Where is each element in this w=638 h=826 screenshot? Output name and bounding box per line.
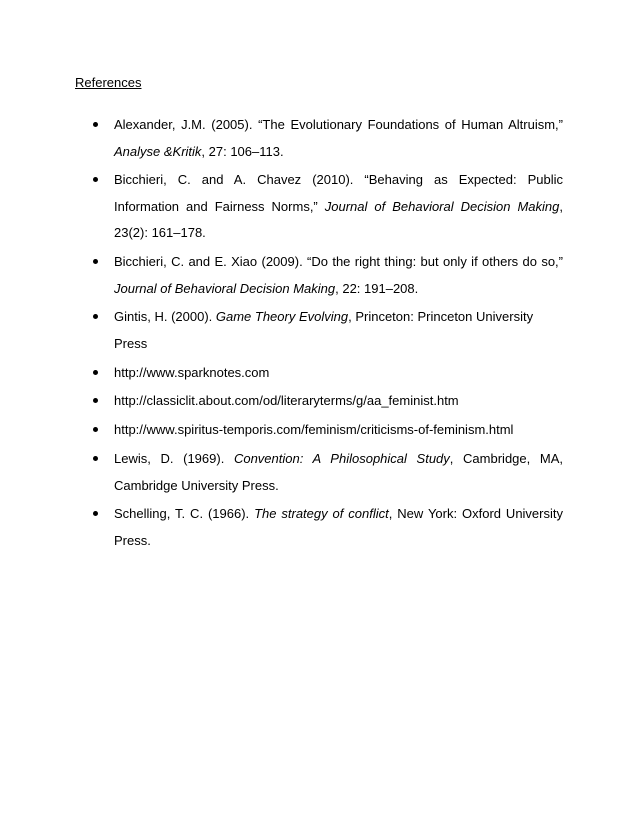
reference-item xyxy=(93,388,563,415)
reference-details: , 22: 191–208. xyxy=(335,280,419,296)
reference-text: Lewis, D. (1969). xyxy=(114,451,234,467)
bullet-icon xyxy=(93,427,98,432)
reference-details: , Princeton: Princeton University Press xyxy=(114,309,534,351)
reference-text: Gintis, H. (2000). xyxy=(114,309,216,325)
bullet-icon xyxy=(93,122,98,127)
reference-item xyxy=(93,249,563,302)
bullet-icon xyxy=(93,398,98,403)
bullet-icon xyxy=(93,511,98,516)
reference-item xyxy=(93,360,563,387)
reference-item xyxy=(93,501,563,554)
bullet-icon xyxy=(93,370,98,375)
reference-text: Schelling, T. C. (1966). xyxy=(114,506,255,522)
reference-item xyxy=(93,112,563,165)
reference-details: , New York: Oxford University Press. xyxy=(114,506,563,548)
bullet-icon xyxy=(93,456,98,461)
reference-text: Alexander, J.M. (2005). “The Evolutionary Foundations of Human Altruism,” xyxy=(114,117,563,132)
reference-source: The strategy of conflict xyxy=(254,506,389,522)
reference-item xyxy=(93,417,563,444)
reference-item xyxy=(93,304,563,357)
reference-item xyxy=(93,446,563,499)
reference-url: http://www.spiritus-temporis.com/feminism/criticisms-of-feminism.html xyxy=(114,422,514,438)
reference-source: Journal of Behavioral Decision Making xyxy=(114,280,336,296)
bullet-icon xyxy=(93,314,98,319)
bullet-icon xyxy=(93,259,98,264)
reference-details: , 23(2): 161–178. xyxy=(114,198,563,241)
reference-url: http://classiclit.about.com/od/literaryterms/g/aa_feminist.htm xyxy=(114,393,459,409)
reference-source: Journal of Behavioral Decision Making xyxy=(324,198,560,214)
references-list xyxy=(93,112,563,557)
reference-item xyxy=(93,167,563,247)
reference-source: Convention: A Philosophical Study xyxy=(233,451,450,467)
reference-url: http://www.sparknotes.com xyxy=(114,364,270,380)
references-heading: References xyxy=(75,75,142,90)
reference-text: Bicchieri, C. and A. Chavez (2010). “Behaving as Expected: Public Information and Fairness Norms,” xyxy=(114,172,563,214)
bullet-icon xyxy=(93,177,98,182)
reference-details: , 27: 106–113. xyxy=(201,143,284,159)
reference-details: , Cambridge, MA, Cambridge University Press. xyxy=(114,451,563,493)
reference-source: Analyse &Kritik xyxy=(114,143,202,159)
reference-text: Bicchieri, C. and E. Xiao (2009). “Do the right thing: but only if others do so,” xyxy=(114,254,563,270)
reference-source: Game Theory Evolving xyxy=(215,309,349,325)
